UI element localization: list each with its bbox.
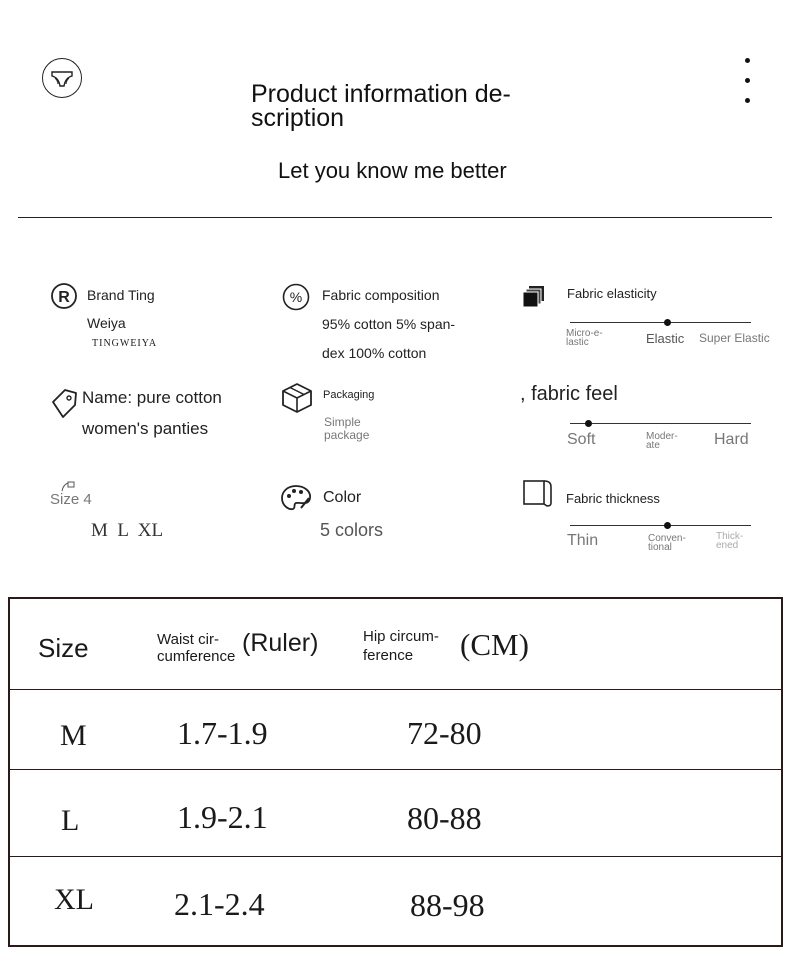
row-hip: 88-98 [410, 887, 485, 923]
fabric-composition-label: Fabric composition [322, 287, 440, 303]
header-waist: Waist cir- cumference [157, 631, 236, 665]
elasticity-scale [570, 322, 751, 323]
header-hip: Hip circum- ference [363, 628, 439, 664]
size-label: Size 4 [50, 491, 92, 508]
header-waist-unit: (Ruler) [242, 629, 319, 657]
tag-icon [49, 388, 79, 425]
elasticity-option-elastic: Elastic [646, 331, 685, 346]
product-name-line-2: women's panties [82, 419, 209, 438]
percent-icon [282, 283, 310, 316]
elasticity-marker [664, 319, 671, 326]
fabric-composition-value-1: 95% cotton 5% span- [322, 316, 456, 332]
feel-option-moderate: Moder- ate [646, 431, 678, 451]
product-name-line-1: Name: pure cotton [82, 388, 222, 407]
registered-icon [50, 282, 78, 315]
row-waist: 1.7-1.9 [177, 715, 268, 751]
table-divider [10, 689, 781, 690]
color-label: Color [323, 489, 362, 506]
package-box-icon [281, 382, 313, 419]
brand-label-2: Weiya [87, 315, 126, 331]
thickness-marker [664, 522, 671, 529]
page-title: Product information de- scription [251, 80, 511, 132]
thickness-option-thickened: Thick- ened [716, 531, 744, 551]
row-waist: 2.1-2.4 [174, 886, 265, 922]
feel-scale [570, 423, 751, 424]
packaging-value: Simple package [324, 415, 370, 442]
row-hip: 72-80 [407, 715, 482, 751]
fabric-elasticity-label: Fabric elasticity [567, 286, 657, 301]
brand-logo-icon [42, 58, 82, 98]
elasticity-option-micro: Micro-e- lastic [566, 328, 603, 348]
header-divider [18, 217, 772, 218]
fabric-feel-label: , fabric feel [520, 383, 618, 405]
table-divider [10, 856, 781, 857]
page-subtitle: Let you know me better [278, 158, 507, 183]
fabric-swatch-icon [523, 284, 547, 313]
row-hip: 80-88 [407, 800, 482, 836]
thickness-scale [570, 525, 751, 526]
table-divider [10, 769, 781, 770]
thickness-option-conventional: Conven- tional [648, 533, 686, 553]
fabric-composition-value-2: dex 100% cotton [322, 345, 427, 361]
more-options-icon[interactable] [743, 58, 753, 118]
header-size: Size [38, 633, 89, 663]
size-values: M L XL [91, 520, 164, 541]
brand-label: Brand Ting [87, 287, 155, 303]
row-waist: 1.9-2.1 [177, 799, 268, 835]
elasticity-option-super: Super Elastic [699, 331, 770, 345]
svg-text:R: R [58, 289, 70, 306]
packaging-label: Packaging [323, 389, 375, 401]
size-table [8, 597, 783, 947]
row-size: XL [54, 883, 94, 916]
row-size: M [60, 719, 87, 752]
feel-marker [585, 420, 592, 427]
feel-option-soft: Soft [567, 431, 596, 448]
thickness-option-thin: Thin [567, 532, 599, 549]
palette-icon [280, 484, 312, 517]
row-size: L [61, 804, 80, 837]
feel-option-hard: Hard [714, 431, 749, 448]
svg-text:%: % [289, 289, 303, 305]
header-hip-unit: (CM) [460, 627, 529, 662]
brand-logo-text: TINGWEIYA [92, 338, 158, 349]
fabric-thickness-label: Fabric thickness [566, 491, 660, 506]
fabric-thickness-icon [523, 479, 553, 512]
color-value: 5 colors [320, 520, 384, 540]
